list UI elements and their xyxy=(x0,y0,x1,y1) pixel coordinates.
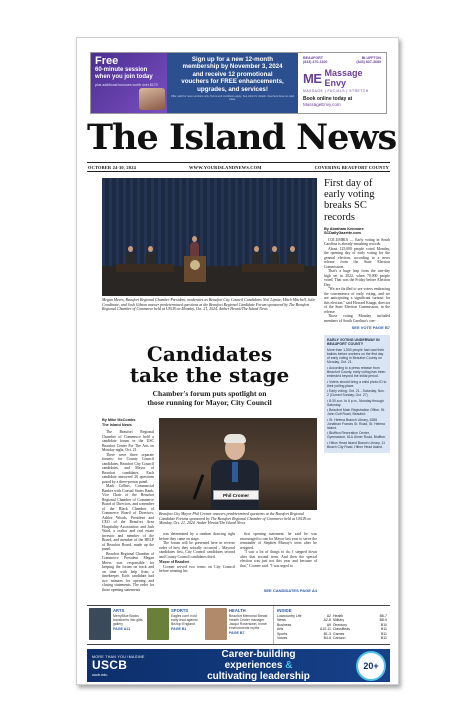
uscb-headline-line1: Career-building xyxy=(221,649,296,660)
teaser-section: HEALTH xyxy=(229,608,246,613)
location2-phone: (843) 837-3689 xyxy=(356,60,381,65)
story-paragraph: The Beaufort Regional Chamber of Commerce held a candidate forum in the USC Beaufort Center For The Arts on Monday night, Oct. 21. xyxy=(102,430,154,452)
location1-phone: (843) 470-1100 xyxy=(303,60,328,65)
uscb-headline-line3: cultivating leadership xyxy=(207,671,310,682)
inside-grid xyxy=(277,614,387,640)
index-section[interactable]: Lowcountry Life xyxy=(277,614,302,618)
main-photo-caption: Megan Meers, Beaufort Regional Chamber President, moderates as Beaufort City Council Candidates Neil Lipsitz, Mitch Mitchell, Julie Cowdinate, and Josh Gibson answer predetermined questions at the Beaufort Regional Candidate Forum sponsored by The Beaufort Regional Chamber of Commerce held at USCB on Monday, Oct. 21, 2024. Amber Hewitt/The Island News xyxy=(102,298,316,312)
teaser-health[interactable] xyxy=(203,606,273,644)
podium xyxy=(184,256,206,282)
newspaper-front-page xyxy=(76,37,399,685)
index-page: B1-3 xyxy=(323,631,331,636)
microphone-icon xyxy=(193,474,205,499)
offer-line3: and receive 12 promotional xyxy=(192,70,273,78)
index-page: A2 xyxy=(326,614,331,618)
offer-panel xyxy=(167,53,298,113)
anniversary-badge-icon: 20+ xyxy=(356,651,386,681)
offer-line1: Sign up for a new 12-month xyxy=(191,56,274,63)
info-box-item: • St. Helena Branch Library, 6355 Jonathan Francis Sr. Road, St. Helena Island. xyxy=(327,418,387,430)
index-page: A2-8 xyxy=(323,618,331,623)
teaser-blurb: Beaufort Memorial Breast Health Center manager Jacqui Rosenswei, home environments myths xyxy=(229,614,268,630)
info-box-item: • Voters should bring a valid photo ID to their polling place. xyxy=(327,380,387,388)
mayor-photo-caption: Beaufort City Mayor Phil Cromer answers predetermined questions at the Beaufort Regional Candidate Forums sponsored by The Beaufort Regional Chamber of Commerce held at USCB on Monday, Oct. 21, 2024. Amber Hewitt/The Island News xyxy=(159,512,311,526)
index-section[interactable]: Games xyxy=(333,631,345,636)
offer-line2: membership by November 3, 2024 xyxy=(182,63,283,71)
lead-story-column1 xyxy=(102,418,154,592)
dateline xyxy=(87,162,390,172)
offer-line4: vouchers for FREE enhancements, xyxy=(181,78,284,86)
lead-byline xyxy=(102,418,154,427)
story-paragraph: The forum will be presented here in reverse order of how they actually occurred – Mayoral candidates first, City Council candidates second and County Council candidates third. xyxy=(159,541,235,559)
nameplate: Phil Cromer xyxy=(213,490,259,500)
index-page: A10-11 xyxy=(319,627,331,632)
coverage-area: COVERING BEAUFORT COUNTY xyxy=(314,164,389,170)
uscb-headline xyxy=(161,649,356,682)
teaser-blurb: Eagles can't hold early lead against Bishop England xyxy=(171,614,198,626)
moderator-figure xyxy=(190,242,199,257)
index-page: B11 xyxy=(381,627,387,632)
sidebar-author: By Abraham Kenmore xyxy=(324,226,364,231)
story-paragraph: "I saw a lot of things to do, I stepped down after that second term. And then the special election was just not this year and because of that," Cromer said. "I was urged to xyxy=(240,550,317,568)
uscb-tagline: MORE THAN YOU IMAGINE xyxy=(92,654,145,659)
lead-headline[interactable] xyxy=(102,344,317,386)
index-page: B12 xyxy=(380,636,387,641)
index-page: B4-6 xyxy=(323,636,331,641)
sidebar-paragraph: That's a huge leap from the one-day high set in 2022, when 70,000 people voted. That was the Friday before Election Day. xyxy=(324,269,390,287)
lead-subhead-line2: those running for Mayor, City Council xyxy=(147,397,272,407)
lead-outlet: The Island News xyxy=(102,422,132,427)
sidebar-paragraph: "We are thrilled to see voters embracing the convenience of early voting, and we are anticipating a significant turnout for this election," said Howard Knapp, director of the State Election Commission, in the release. xyxy=(324,287,390,314)
info-box-list xyxy=(327,366,387,449)
info-box-item: • Hilton Head Island Branch Library, 11 Beach City Road, Hilton Head Island. xyxy=(327,441,387,449)
index-section[interactable]: Classifieds xyxy=(333,627,350,632)
info-box-heading: EARLY VOTING UNDERWAY IN BEAUFORT COUNTY xyxy=(327,338,380,347)
lead-headline-line2: take the stage xyxy=(129,363,290,387)
teaser-blurb: MerryBlue Books transforms into gifts gallery xyxy=(113,614,143,626)
lead-subhead xyxy=(102,390,317,407)
sidebar-paragraph: Those voting Monday included members of South Carolina's con- xyxy=(324,314,390,323)
sidebar-body xyxy=(324,238,390,324)
cta-text: Book online today at xyxy=(303,96,353,103)
info-box-intro: More than 1,500 people had cast their ballots before workers on the first day of early voting in Beaufort County on Monday, Oct. 21. xyxy=(327,348,385,365)
story-subheading: Mayor of Beaufort xyxy=(159,560,190,564)
promo-panel xyxy=(91,53,167,113)
sidebar-outlet: SCDailyGazette.com xyxy=(324,231,361,236)
brand-name: Massage Envy xyxy=(324,68,363,89)
uscb-brand xyxy=(87,655,161,677)
lead-story-column2 xyxy=(159,532,235,574)
sidebar-byline xyxy=(324,227,390,236)
promo-photo xyxy=(139,88,165,110)
mayor-photo xyxy=(159,418,317,510)
index-section[interactable]: Directory xyxy=(333,622,348,627)
panel-table xyxy=(116,264,174,272)
offer-fine-print: Offer valid for new members only. Terms and conditions apply. See clinic for details. Vouchers have no cash value. xyxy=(170,95,295,102)
index-section[interactable]: Business xyxy=(277,622,292,627)
inside-index xyxy=(273,606,390,644)
lead-headline-line1: Candidates xyxy=(146,342,273,366)
teaser-section: SPORTS xyxy=(171,608,189,613)
sidebar-continued-link[interactable]: SEE VOTE PAGE B7 xyxy=(351,325,390,331)
masthead xyxy=(87,117,397,158)
story-paragraph: Cromer served two terms on City Council before winning his xyxy=(159,564,235,573)
uscb-logo: USCB xyxy=(92,657,128,672)
lead-author: By Mike McCombs xyxy=(102,418,136,422)
story-paragraph: There were three separate forums: for County Council candidates, Beaufort City Council candidates, and Mayor of Beaufort candidates. Each candidate answered 20 questions posed by a three-person panel. xyxy=(102,452,154,484)
promo-title: Free xyxy=(95,55,119,67)
lead-subhead-line1: Chamber's forum puts spotlight on xyxy=(152,389,267,398)
sidebar-paragraph: COLUMBIA — Early voting in South Carolina is already smashing records. xyxy=(324,237,390,247)
early-voting-sidebar xyxy=(324,178,390,453)
index-section[interactable]: Arts xyxy=(277,627,284,632)
info-box-item: • Beaufort Main Registration Office, St. John Golf Road, Beaufort. xyxy=(327,408,387,416)
info-box-item: • 8:30 a.m. to 6 p.m., Monday through Saturday. xyxy=(327,399,387,407)
locations xyxy=(303,56,381,64)
sidebar-paragraph: About 125,000 people voted Monday, the opening day of early voting for the general election, according to a news release from the State Election Commission. xyxy=(324,246,390,269)
teaser-thumbnail xyxy=(89,608,111,640)
uscb-url[interactable]: uscb.edu xyxy=(92,672,108,677)
index-section[interactable]: Health xyxy=(333,614,344,618)
brand-logo xyxy=(303,68,381,88)
index-section[interactable]: News xyxy=(277,618,286,623)
teaser-thumbnail xyxy=(147,608,169,640)
index-section[interactable]: Voices xyxy=(277,636,288,641)
website-link[interactable]: WWW.YOURISLANDNEWS.COM xyxy=(189,164,262,170)
lead-continued-link[interactable]: SEE CANDIDATES PAGE A4 xyxy=(263,588,317,593)
info-box-item: • According to a press release from Beaufort County, early voting has been extended beyond the initial period. xyxy=(327,366,387,378)
teaser-page: PAGE A11 xyxy=(113,627,131,631)
uscb-headline-line2: experiences & xyxy=(224,660,293,671)
story-paragraph: Beaufort Regional Chamber of Commerce President Megan Meers was responsible for keeping the forum on track and on time with help from a timekeeper. Each candidate had two minutes for opening and closing statements. The order for those opening statements xyxy=(102,551,154,592)
index-section[interactable]: Cartoon xyxy=(333,636,346,641)
teaser-sports[interactable] xyxy=(145,606,203,644)
story-paragraph: first opening statement, he said he was encouraged to run for Mayor last year to serve the remainder of Stephen Murray's term after he resigned. xyxy=(240,532,317,550)
index-page: B10 xyxy=(380,622,387,627)
issue-date: OCTOBER 24-30, 2024 xyxy=(88,164,136,170)
location2-name: BLUFFTON xyxy=(361,56,381,60)
cta-link[interactable]: MassageEnvy.com xyxy=(303,102,341,108)
promo-line1: 60-minute session xyxy=(95,67,148,73)
early-voting-info-box xyxy=(324,335,390,453)
brand-services: MASSAGE | FACIALS | STRETCH xyxy=(303,89,369,94)
inside-title: INSIDE xyxy=(277,608,292,613)
lead-story-column3 xyxy=(240,532,317,568)
info-box-item: • Early voting: Oct. 21 - Saturday, Nov. 2 (Closed Sunday, Oct. 27). xyxy=(327,389,387,397)
promo-line2: when you join today xyxy=(95,74,153,80)
teaser-thumbnail xyxy=(205,608,227,640)
brand-mark: ME xyxy=(303,70,322,86)
teaser-page: PAGE B7 xyxy=(229,631,245,635)
index-section[interactable]: Military xyxy=(333,618,345,623)
teaser-section: ARTS xyxy=(113,608,125,613)
story-paragraph: Mark Collins, Commercial Banker with Coastal States Bank, Vice Chair of the Beaufort Regional Chamber of Commerce Board of Directors, and a member of the Black Chamber of Commerce Board of Directors; Ashlee Woods, President and CEO of the Beaufort Area Hospitality Association; and Josh Ward, a realtor and real estate investor and member of the Board, and member of the HELP of Beaufort Board, made up the panel. xyxy=(102,484,154,551)
masthead-title[interactable]: The Island News xyxy=(87,117,397,158)
index-page: B8-9 xyxy=(379,618,387,623)
sidebar-headline[interactable]: First day of early voting breaks SC records xyxy=(324,178,375,223)
section-teasers xyxy=(87,605,390,645)
podium-seal-icon xyxy=(190,260,200,270)
candidate-table xyxy=(242,264,304,272)
teaser-arts[interactable] xyxy=(87,606,145,644)
index-page: A9 xyxy=(326,622,331,627)
location1-name: BEAUFORT xyxy=(303,56,323,60)
info-box-item: • Bluffton Recreation Center, Gymnasium, 61A Ulmer Road, Bluffton. xyxy=(327,431,387,439)
forum-stage-photo xyxy=(102,178,317,296)
story-paragraph: was determined by a random drawing right before they came on stage. xyxy=(159,532,235,541)
top-advertisement[interactable] xyxy=(90,52,387,114)
bottom-advertisement[interactable] xyxy=(87,649,390,682)
offer-line5: upgrades, and services! xyxy=(197,85,268,93)
index-page: B6-7 xyxy=(379,614,387,618)
index-page: B11 xyxy=(381,631,387,636)
teaser-page: PAGE B1 xyxy=(171,627,187,631)
index-section[interactable]: Sports xyxy=(277,631,288,636)
brand-panel xyxy=(298,53,386,113)
promo-fine-print: plus additional bonuses worth over $170 xyxy=(95,83,158,87)
